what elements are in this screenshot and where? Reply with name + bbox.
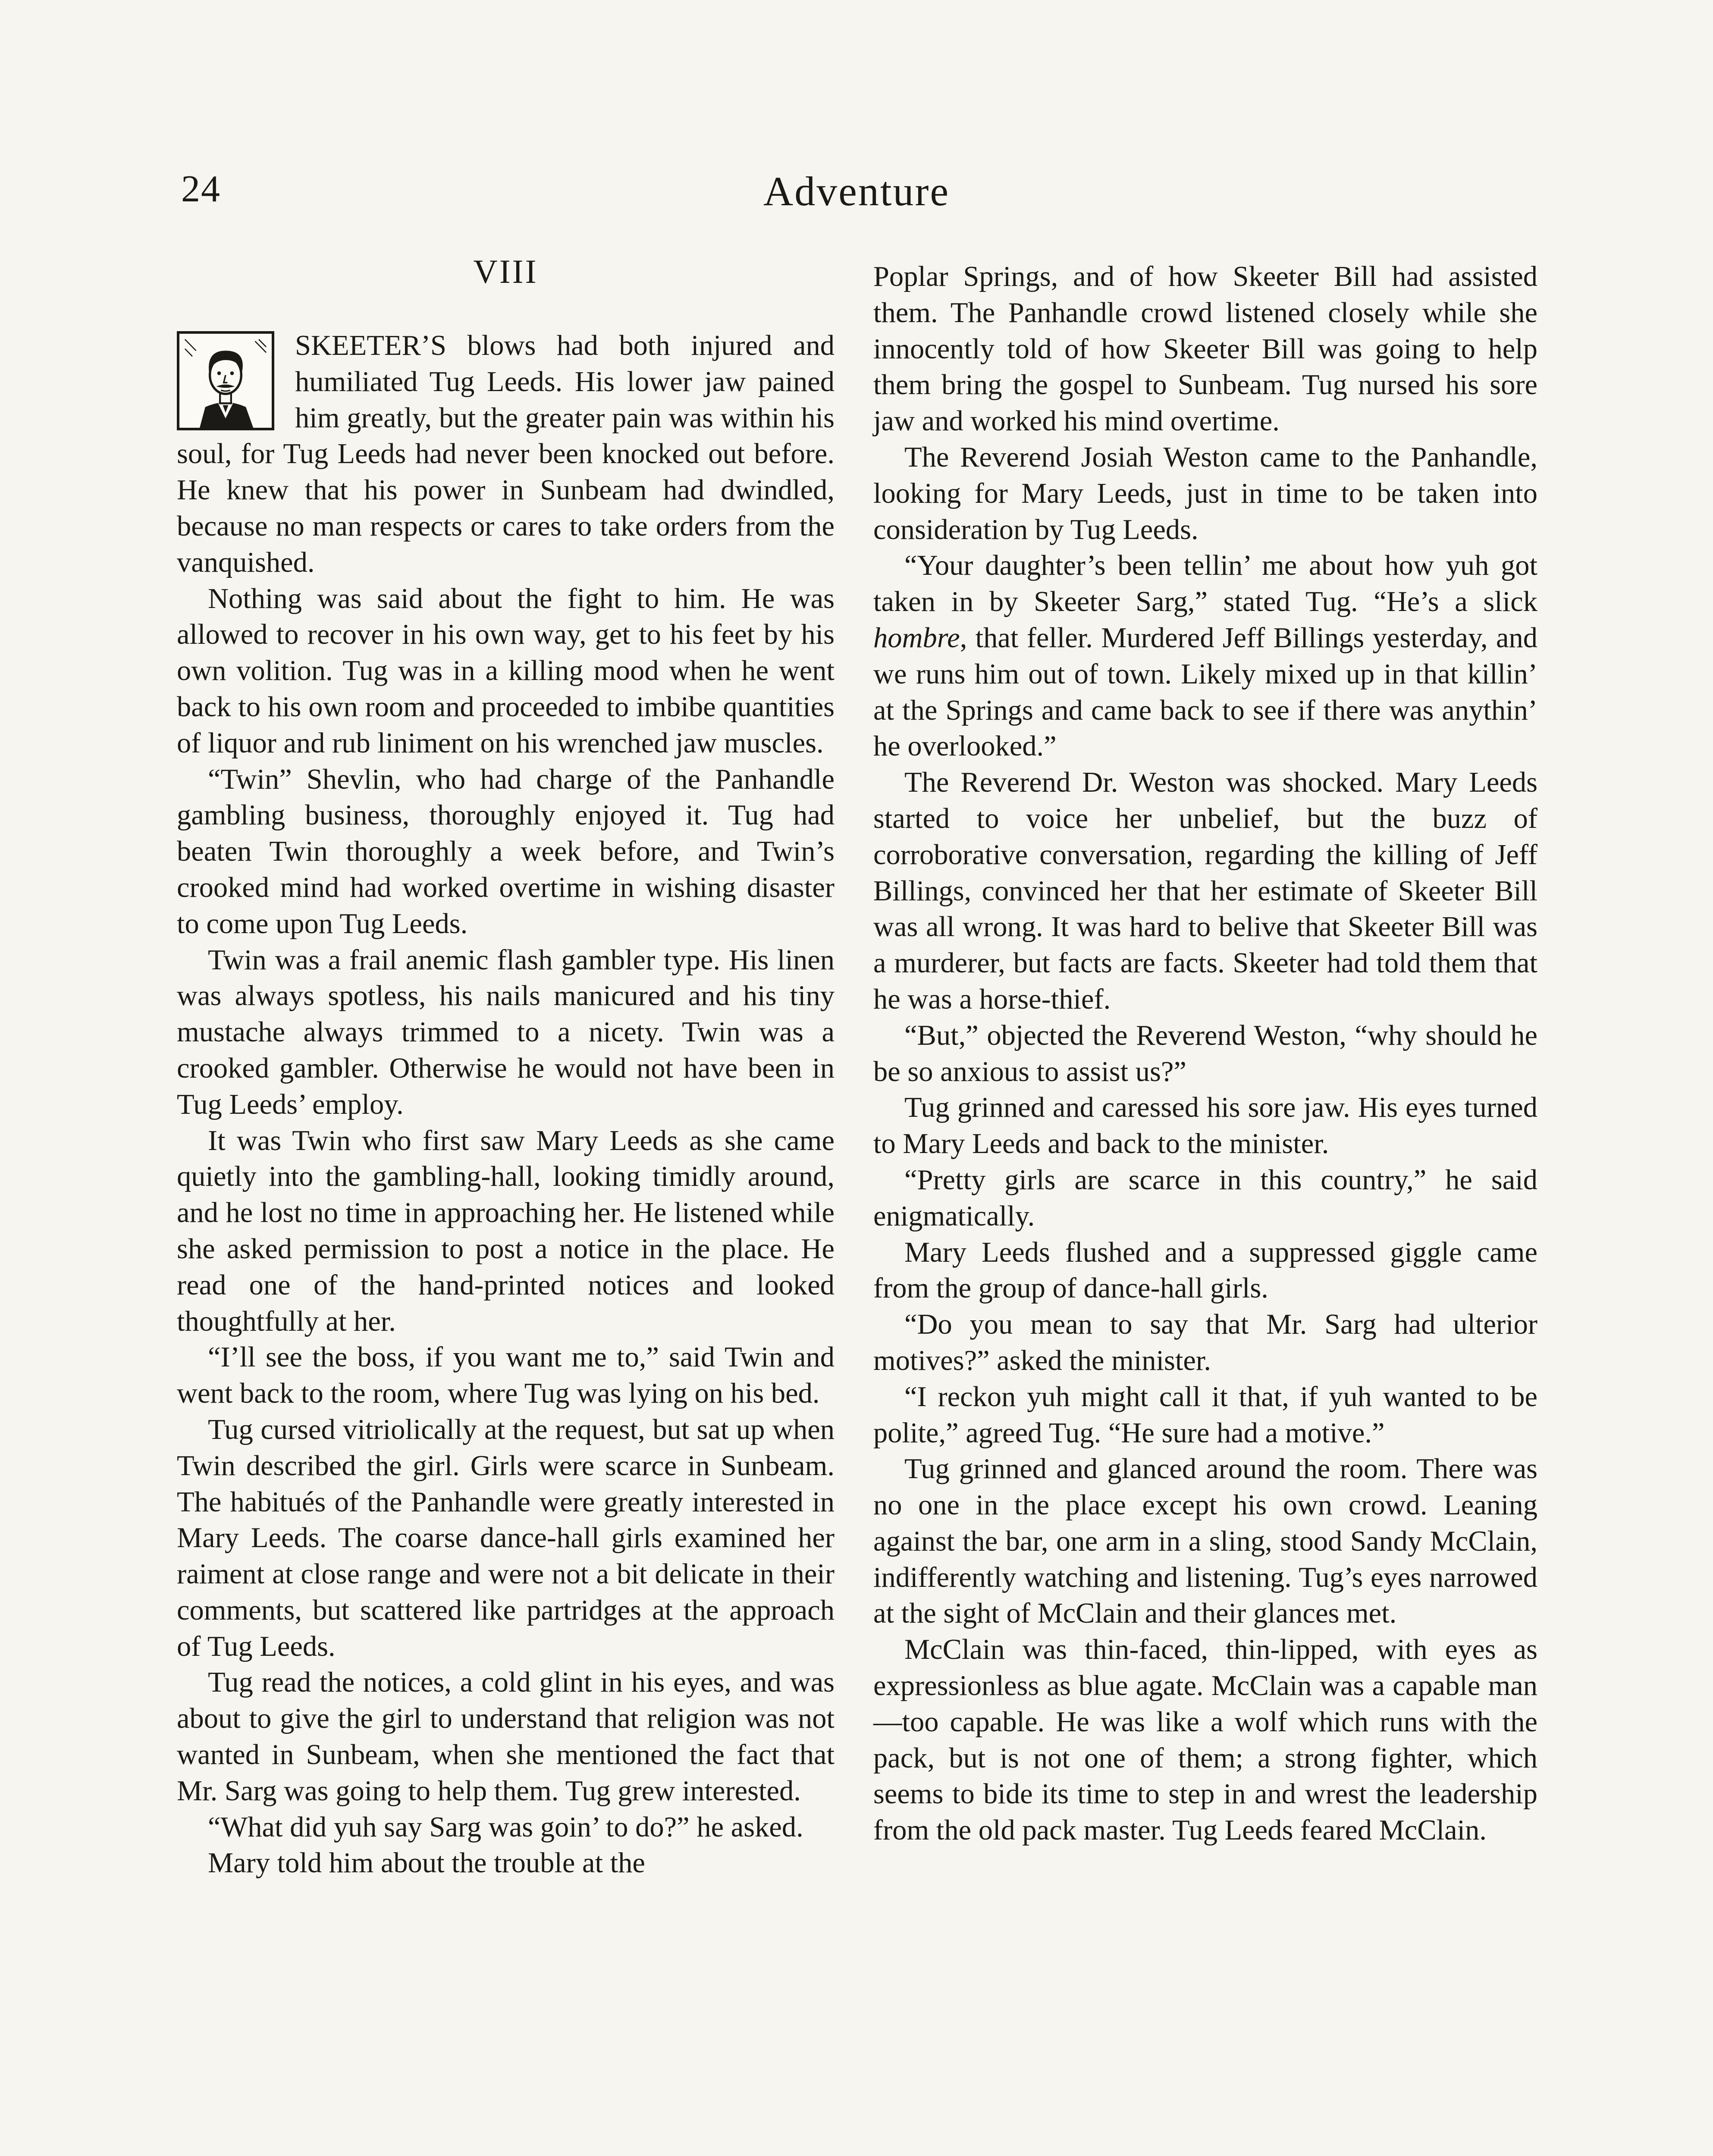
paragraph: The Reverend Dr. Weston was shocked. Mary Leeds started to voice her unbelief, but the buzz of corroborative conversation, regarding the killing of Jeff Billings, convinced her that her estimate of Skeeter Bill was all wrong. It was hard to belive that Skeeter Bill was a murderer, but facts are facts. Skeeter had told them that he was a horse-thief. xyxy=(873,767,1537,1015)
paragraph: Twin was a frail anemic flash gambler type. His linen was always spotless, his nails manicured and his tiny mustache always trimmed to a nicety. Twin was a crooked gambler. Otherwise he would not have been in Tug Leeds’ employ. xyxy=(177,944,835,1120)
chapter-heading: VIII xyxy=(473,253,538,290)
paragraph: Tug read the notices, a cold glint in his eyes, and was about to give the girl to understand that religion was not wanted in Sunbeam, when she mentioned the fact that Mr. Sarg was going to help them. Tug grew interested. xyxy=(177,1667,835,1807)
paragraph: “I’ll see the boss, if you want me to,” said Twin and went back to the room, where Tug was lying on his bed. xyxy=(177,1341,835,1410)
paragraph: “But,” objected the Reverend Weston, “why should he be so anxious to assist us?” xyxy=(873,1019,1537,1087)
paragraph: “Do you mean to say that Mr. Sarg had ulterior motives?” asked the minister. xyxy=(873,1309,1537,1376)
paragraph-text: , that feller. Murdered Jeff Billings yesterday, and we runs him out of town. Likely mixed up in that killin’ at the Springs and came back to see if there was anythin’ he overlooked.” xyxy=(873,622,1537,762)
paragraph: “Pretty girls are scarce in this country,” he said enigmatically. xyxy=(873,1164,1537,1232)
paragraph: Mary Leeds flushed and a suppressed giggle came from the group of dance-hall girls. xyxy=(873,1236,1537,1304)
paragraph xyxy=(873,548,1537,765)
running-head: Adventure xyxy=(763,168,950,214)
paragraph: McClain was thin-faced, thin-lipped, with eyes as expressionless as blue agate. McClain was a capable man—too capable. He was like a wolf which runs with the pack, but is not one of them; a strong fighter, which seems to bide its time to step in and wrest the leadership from the old pack master. Tug Leeds feared McClain. xyxy=(873,1634,1537,1846)
paragraph: SKEETER’S blows had both injured and humiliated Tug Leeds. His lower jaw pained him greatly, but the greater pain was within his soul, for Tug Leeds had never been knocked out before. He knew that his power in Sunbeam had dwindled, because no man respects or cares to take orders from the vanquished. xyxy=(177,330,835,578)
paragraph: Tug cursed vitriolically at the request, but sat up when Twin described the girl. Girls were scarce in Sunbeam. The habitués of the Panhandle were greatly interested in Mary Leeds. The coarse dance-hall girls examined her raiment at close range and were not a bit delicate in their comments, but scattered like partridges at the approach of Tug Leeds. xyxy=(177,1413,835,1662)
paragraph: Poplar Springs, and of how Skeeter Bill had assisted them. The Panhandle crowd listened closely while she innocently told of how Skeeter Bill was going to help them bring the gospel to Sunbeam. Tug nursed his sore jaw and worked his mind overtime. xyxy=(873,261,1537,437)
dropcap-portrait-icon xyxy=(177,331,274,430)
paragraph: Mary told him about the trouble at the xyxy=(208,1847,645,1879)
left-column xyxy=(177,254,835,1881)
paragraph: The Reverend Josiah Weston came to the Panhandle, looking for Mary Leeds, just in time to be taken into consideration by Tug Leeds. xyxy=(873,441,1537,545)
paragraph: It was Twin who first saw Mary Leeds as she came quietly into the gambling-hall, looking timidly around, and he lost no time in approaching her. He listened while she asked permission to post a notice in the place. He read one of the hand-printed notices and looked thoughtfully at her. xyxy=(177,1125,835,1337)
paragraph: Tug grinned and glanced around the room. There was no one in the place except his own crowd. Leaning against the bar, one arm in a sling, stood Sandy McClain, indifferently watching and listening. Tug’s eyes narrowed at the sight of McClain and their glances met. xyxy=(873,1453,1537,1630)
paragraph: Nothing was said about the fight to him. He was allowed to recover in his own way, get to his feet by his own volition. Tug was in a killing mood when he went back to his own room and proceeded to imbibe quantities of liquor and rub liniment on his wrenched jaw muscles. xyxy=(177,583,835,759)
paragraph: Tug grinned and caressed his sore jaw. His eyes turned to Mary Leeds and back to the minister. xyxy=(873,1092,1537,1160)
page-number: 24 xyxy=(181,168,221,210)
paragraph-text: “Your daughter’s been tellin’ me about how yuh got taken in by Skeeter Sarg,” stated Tug. “He’s a slick xyxy=(873,550,1537,618)
italic-word: hombre xyxy=(873,622,960,654)
paragraph: “What did yuh say Sarg was goin’ to do?” he asked. xyxy=(208,1811,803,1843)
paragraph: “I reckon yuh might call it that, if yuh wanted to be polite,” agreed Tug. “He sure had a motive.” xyxy=(873,1381,1537,1449)
right-column xyxy=(873,259,1537,1849)
paragraph: “Twin” Shevlin, who had charge of the Panhandle gambling business, thoroughly enjoyed it. Tug had beaten Twin thoroughly a week before, and Twin’s crooked mind had worked overtime in wishing disaster to come upon Tug Leeds. xyxy=(177,763,835,940)
